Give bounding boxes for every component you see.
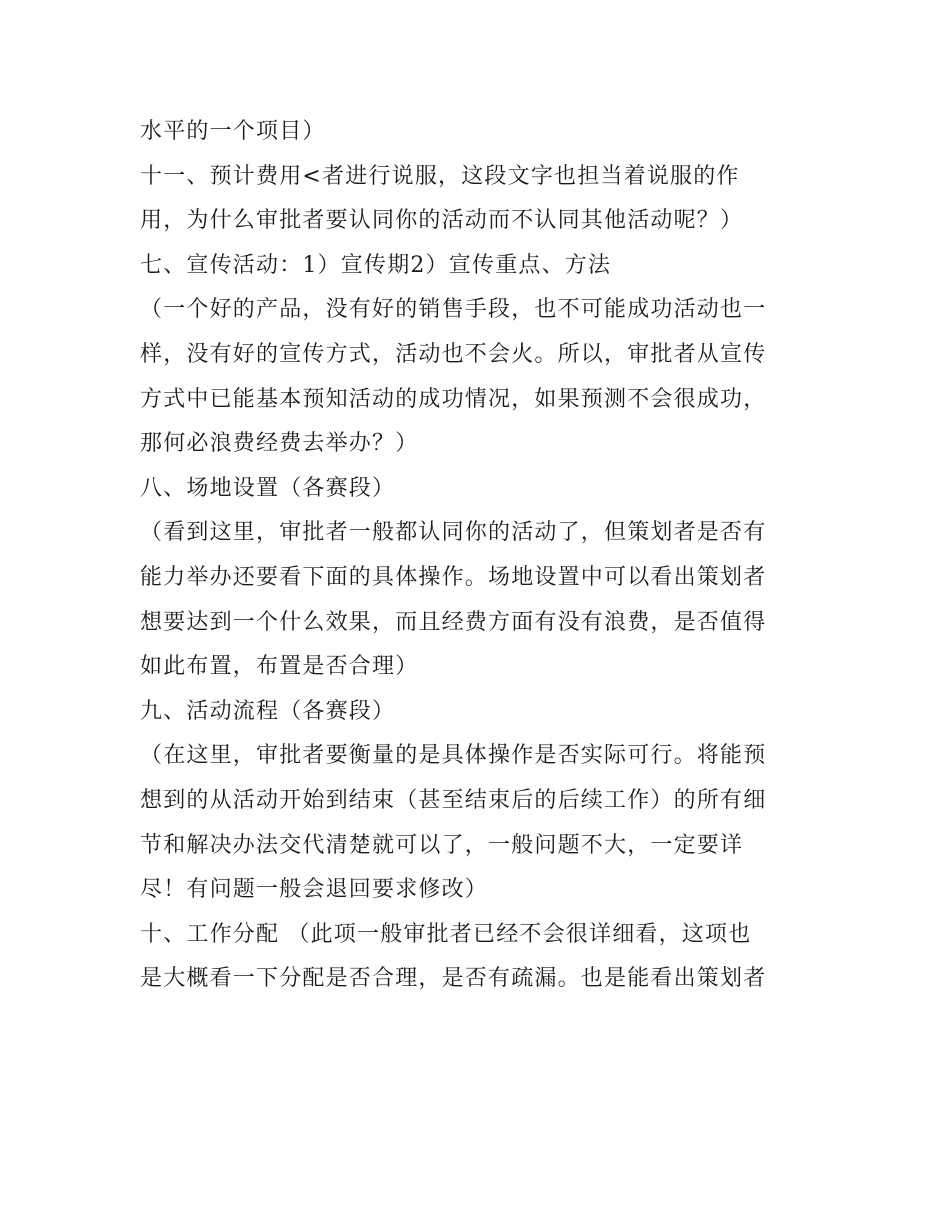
heading-promotion: 七、宣传活动：1）宣传期2）宣传重点、方法 — [140, 252, 612, 278]
text-line: 如此布置，布置是否合理） — [140, 654, 419, 680]
heading-activity-flow: 九、活动流程（各赛段） — [140, 698, 396, 724]
text-line: 样，没有好的宣传方式，活动也不会火。所以，审批者从宣传 — [140, 341, 767, 367]
text-line: 水平的一个项目） — [140, 119, 326, 144]
text-line: 节和解决办法交代清楚就可以了，一般问题不大，一定要详 — [140, 832, 744, 858]
text-line: 能力举办还要看下面的具体操作。场地设置中可以看出策划者 — [140, 564, 767, 590]
text-line: 那何必浪费经费去举办？） — [140, 431, 419, 457]
text-line: 用，为什么审批者要认同你的活动而不认同其他活动呢？） — [140, 208, 744, 234]
text-line: 想要达到一个什么效果，而且经费方面有没有浪费，是否值得 — [140, 609, 767, 635]
text-line: （在这里，审批者要衡量的是具体操作是否实际可行。将能预 — [140, 743, 767, 769]
text-line: （看到这里，审批者一般都认同你的活动了，但策划者是否有 — [140, 520, 767, 546]
heading-venue-setup: 八、场地设置（各赛段） — [140, 475, 396, 501]
text-line: 想到的从活动开始到结束（甚至结束后的后续工作）的所有细 — [140, 787, 767, 813]
text-line: 尽！有问题一般会退回要求修改） — [140, 877, 489, 903]
heading-work-assignment: 十、工作分配 （此项一般审批者已经不会很详细看，这项也 — [140, 921, 752, 947]
heading-estimated-cost: 十一、预计费用<者进行说服，这段文字也担当着说服的作 — [140, 163, 740, 189]
text-line: 方式中已能基本预知活动的成功情况，如果预测不会很成功， — [140, 386, 767, 412]
text-line: （一个好的产品，没有好的销售手段，也不可能成功活动也一 — [140, 297, 767, 323]
document-body — [140, 110, 820, 1002]
text-line: 是大概看一下分配是否合理，是否有疏漏。也是能看出策划者 — [140, 966, 767, 992]
